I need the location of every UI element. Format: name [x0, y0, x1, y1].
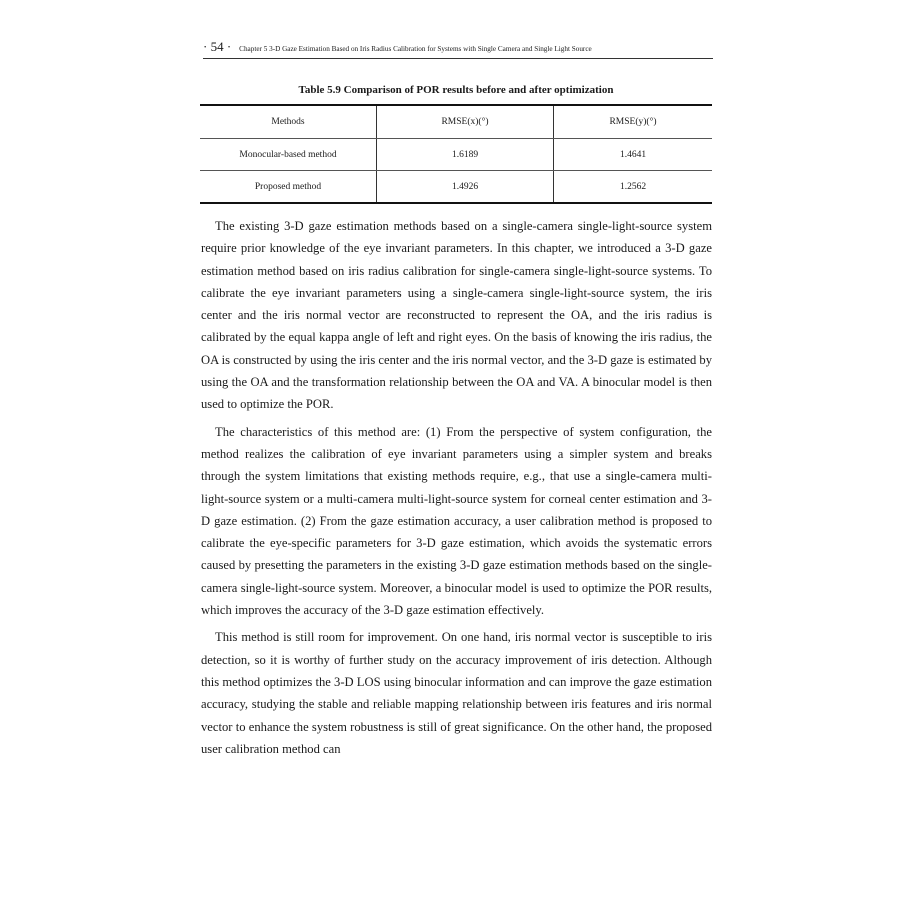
- por-comparison-table: [200, 104, 712, 204]
- column-header-methods: Methods: [200, 105, 377, 139]
- rmse-x-cell: 1.4926: [377, 171, 554, 204]
- paragraph-summary: The existing 3-D gaze estimation methods based on a single-camera single-light-source system require prior knowledge of the eye invariant parameters. In this chapter, we introduced a 3-D gaze estimation method based on iris radius calibration for single-camera single-light-source systems. To calibrate the eye invariant parameters using a single-camera single-light-source system, the iris center and the iris normal vector are reconstructed to represent the OA, and the iris radius is calibrated by the equal kappa angle of left and right eyes. On the basis of knowing the iris radius, the OA is constructed by using the iris center and the iris normal vector, and the 3-D gaze is estimated by using the OA and the transformation relationship between the OA and VA. A binocular model is then used to optimize the POR.: [201, 219, 712, 412]
- paragraph-characteristics: The characteristics of this method are: (1) From the perspective of system configuration, the method realizes the calibration of eye invariant parameters using a simpler system and breaks through the system limitations that existing methods require, e.g., that use a single-camera multi-light-source system or a multi-camera multi-light-source system for corneal center estimation and 3-D gaze estimation. (2) From the gaze estimation accuracy, a user calibration method is proposed to calibrate the eye-specific parameters for 3-D gaze estimation, which avoids the systematic errors caused by presetting the parameters in the existing 3-D gaze estimation methods based on the single-camera single-light-source system. Moreover, a binocular model is used to optimize the POR results, which improves the accuracy of the 3-D gaze estimation effectively.: [201, 424, 712, 618]
- table-row: [200, 139, 712, 171]
- rmse-y-cell: 1.2562: [554, 171, 713, 204]
- body-text: [201, 215, 712, 765]
- header-rule: [203, 58, 713, 59]
- running-head: [203, 38, 713, 58]
- table-caption: Table 5.9 Comparison of POR results before and after optimization: [298, 84, 614, 96]
- chapter-title: Chapter 5 3-D Gaze Estimation Based on Iris Radius Calibration for Systems with Single Camera and Single Light Source: [239, 45, 592, 53]
- method-cell: Monocular-based method: [200, 139, 377, 171]
- page-number: · 54 ·: [203, 39, 232, 54]
- column-header-rmse-x: RMSE(x)(°): [377, 105, 554, 139]
- table-row: [200, 171, 712, 204]
- rmse-x-cell: 1.6189: [377, 139, 554, 171]
- table-header-row: [200, 105, 712, 139]
- paragraph-improvement: This method is still room for improvement. On one hand, iris normal vector is susceptible to iris detection, so it is worthy of further study on the accuracy improvement of iris detection. Although this method optimizes the 3-D LOS using binocular information and can improve the gaze estimation accuracy, studying the stable and reliable mapping relationship between iris features and iris normal vector to enhance the system robustness is still of great significance. On the other hand, the proposed user calibration method can: [201, 630, 712, 756]
- method-cell: Proposed method: [200, 171, 377, 204]
- column-header-rmse-y: RMSE(y)(°): [554, 105, 713, 139]
- rmse-y-cell: 1.4641: [554, 139, 713, 171]
